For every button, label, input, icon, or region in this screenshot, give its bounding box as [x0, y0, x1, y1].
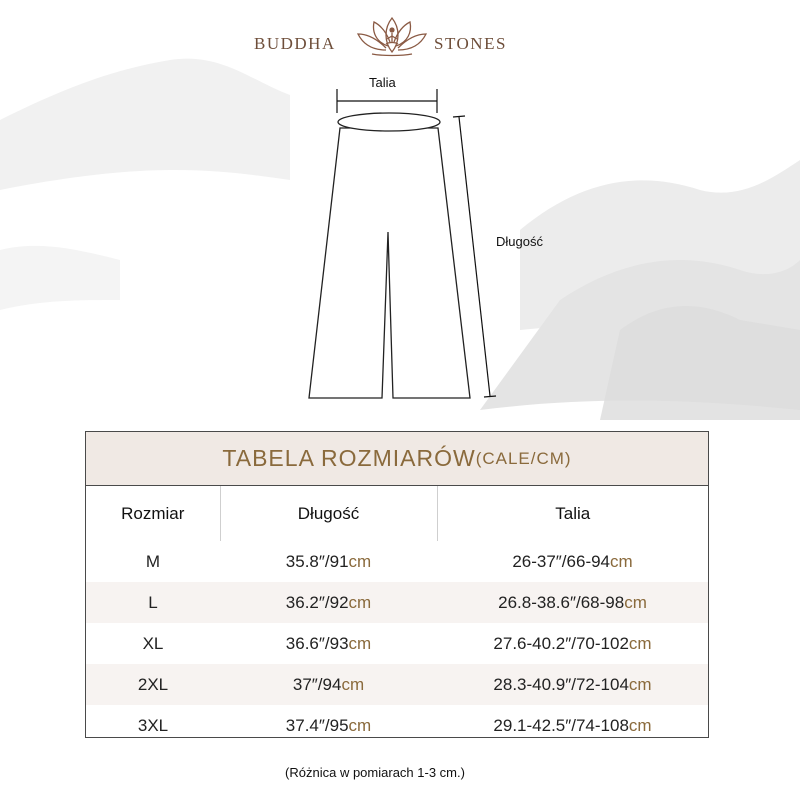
table-row [86, 623, 708, 664]
size-chart-title [86, 432, 708, 486]
size-cell: 3XL [137, 715, 169, 735]
measurement-tolerance-note: (Różnica w pomiarach 1-3 cm.) [285, 765, 465, 780]
size-chart-title-main: TABELA ROZMIARÓW [222, 445, 476, 471]
size-cell: XL [142, 633, 164, 653]
header-waist: Talia [437, 486, 708, 541]
size-chart-table [85, 431, 709, 738]
waist-cell: 27.6-40.2″/70-102cm [493, 633, 652, 653]
table-row [86, 664, 708, 705]
table-row [86, 705, 708, 746]
size-cell: 2XL [86, 664, 220, 705]
size-cell: L [86, 582, 220, 623]
waist-label: Talia [369, 75, 396, 90]
length-cell: 36.2″/92cm [220, 582, 437, 623]
table-row [86, 582, 708, 623]
waist-cell: 29.1-42.5″/74-108cm [493, 715, 652, 735]
length-cell: 37.4″/95cm [285, 715, 372, 735]
size-chart-title-units: (CALE/CM) [475, 448, 572, 468]
header-length: Długość [220, 486, 437, 541]
brand-name-left: BUDDHA [254, 34, 336, 53]
waist-cell: 26.8-38.6″/68-98cm [437, 582, 708, 623]
pants-outline [309, 113, 470, 398]
table-header-row [86, 486, 708, 541]
size-cell: M [145, 551, 161, 571]
table-row [86, 541, 708, 582]
size-table [86, 486, 708, 746]
header-size: Rozmiar [121, 503, 185, 523]
length-cell: 35.8″/91cm [285, 551, 372, 571]
waist-measure-line [337, 89, 437, 113]
waist-cell: 28.3-40.9″/72-104cm [437, 664, 708, 705]
length-cell: 36.6″/93cm [285, 633, 372, 653]
length-cell: 37″/94cm [220, 664, 437, 705]
length-label: Długość [496, 234, 543, 249]
waist-cell: 26-37″/66-94cm [512, 551, 633, 571]
brand-name-right: STONES [434, 34, 507, 53]
